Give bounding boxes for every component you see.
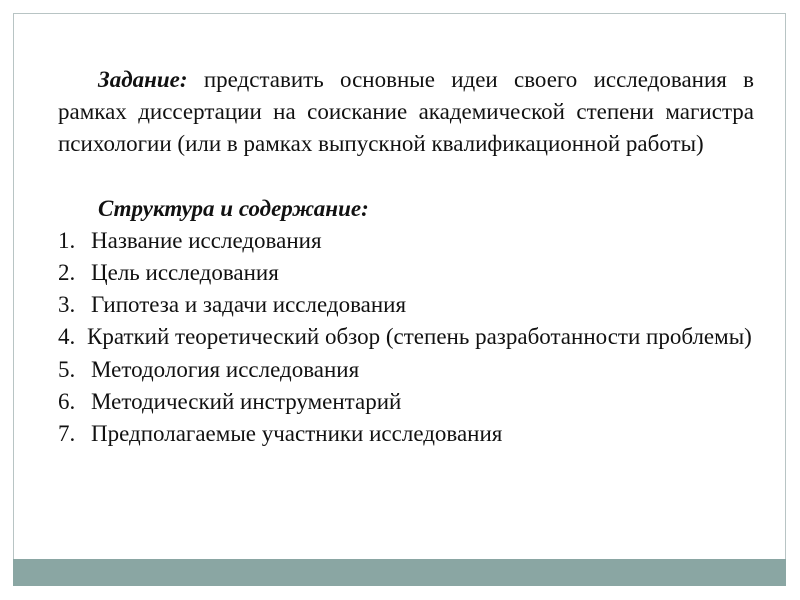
list-item-number: 3. <box>58 292 76 318</box>
list-item <box>58 418 754 450</box>
list-item <box>58 354 754 386</box>
list-item-number: 4. <box>58 324 76 350</box>
list-item-text: Методология исследования <box>91 356 360 382</box>
task-paragraph <box>58 64 754 161</box>
list-item-number: 5. <box>58 356 76 382</box>
list-item <box>58 257 754 289</box>
bottom-accent-bar <box>13 559 786 586</box>
structure-heading-label: Структура и содержание: <box>98 195 369 221</box>
list-item-text: Краткий теоретический обзор (степень разработанности проблемы) <box>87 324 752 350</box>
task-label: Задание: <box>98 67 188 92</box>
list-item <box>58 289 754 321</box>
structure-heading <box>58 193 754 225</box>
list-item <box>58 321 754 353</box>
task-text: представить основные идеи своего исследования в рамках диссертации на соискание академической степени магистра психологии (или в рамках выпускной квалификационной работы) <box>58 67 754 157</box>
list-item-number: 2. <box>58 260 76 286</box>
list-item-text: Цель исследования <box>91 260 279 286</box>
list-item <box>58 386 754 418</box>
list-item-text: Название исследования <box>91 227 322 253</box>
list-item-number: 1. <box>58 227 76 253</box>
list-item-text: Методический инструментарий <box>91 388 402 414</box>
paragraph-spacer <box>58 161 754 193</box>
list-item-number: 7. <box>58 421 76 447</box>
list-item-text: Предполагаемые участники исследования <box>91 421 503 447</box>
list-item-number: 6. <box>58 388 76 414</box>
slide-content <box>58 64 754 450</box>
structure-list <box>58 225 754 450</box>
list-item <box>58 225 754 257</box>
list-item-text: Гипотеза и задачи исследования <box>91 292 407 318</box>
